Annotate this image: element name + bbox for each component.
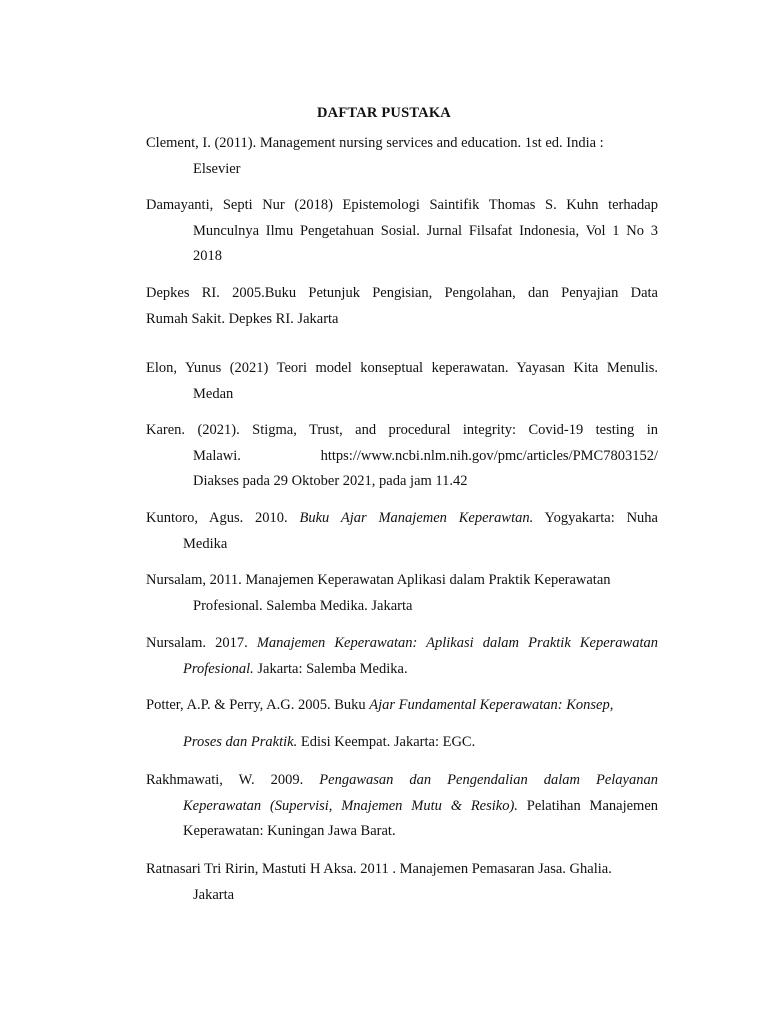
reference-line: Damayanti, Septi Nur (2018) Epistemologi Saintifik Thomas S. Kuhn terhadap [146, 197, 658, 213]
reference-line: Depkes RI. 2005.Buku Petunjuk Pengisian, Pengolahan, dan Penyajian Data [146, 285, 658, 301]
reference-line [146, 693, 658, 719]
reference-entry-nursalam-2017 [146, 631, 658, 682]
reference-line: Clement, I. (2011). Management nursing services and education. 1st ed. India : [146, 135, 604, 151]
reference-text: Malawi. [193, 447, 241, 464]
reference-book-title: Keperawatan (Supervisi, Mnajemen Mutu & Resiko). [183, 797, 518, 814]
reference-line [146, 506, 658, 532]
reference-book-title: Profesional. [183, 660, 254, 677]
reference-line: Jakarta [193, 886, 235, 903]
reference-entry-karen [146, 418, 658, 495]
reference-line [146, 444, 658, 470]
reference-line: Profesional. Salemba Medika. Jakarta [193, 597, 413, 614]
reference-text: Kuntoro, Agus. 2010. [146, 510, 288, 526]
reference-line [146, 631, 658, 657]
reference-line: Elsevier [193, 160, 241, 177]
reference-text: Edisi Keempat. Jakarta: EGC. [300, 733, 476, 750]
reference-text: Potter, A.P. & Perry, A.G. 2005. Buku [146, 697, 366, 713]
reference-entry-rakhmawati [146, 768, 658, 845]
reference-entry-elon [146, 356, 658, 407]
reference-entry-kuntoro [146, 506, 658, 557]
reference-book-title: Buku Ajar Manajemen Keperawtan. [299, 510, 534, 526]
reference-line [146, 794, 658, 820]
reference-line: Keperawatan: Kuningan Jawa Barat. [183, 823, 396, 839]
reference-line: Rumah Sakit. Depkes RI. Jakarta [146, 310, 339, 327]
reference-book-title: Manajemen Keperawatan: Aplikasi dalam Praktik Keperawatan [256, 635, 658, 651]
reference-text: Yogyakarta: Nuha [544, 510, 658, 526]
reference-line: Nursalam, 2011. Manajemen Keperawatan Aplikasi dalam Praktik Keperawatan [146, 572, 611, 588]
reference-entry-depkes [146, 281, 658, 332]
reference-entry-potter [146, 693, 658, 755]
page-title: DAFTAR PUSTAKA [317, 105, 451, 121]
reference-text: Rakhmawati, W. 2009. [146, 772, 304, 788]
reference-line [146, 730, 658, 756]
line-spacing [146, 719, 658, 730]
reference-book-title: Proses dan Praktik. [183, 733, 298, 750]
reference-line: Diakses pada 29 Oktober 2021, pada jam 11.42 [193, 473, 468, 489]
reference-line: 2018 [193, 248, 222, 264]
reference-line: Karen. (2021). Stigma, Trust, and procedural integrity: Covid-19 testing in [146, 422, 658, 438]
reference-line: Elon, Yunus (2021) Teori model konseptual keperawatan. Yayasan Kita Menulis. [146, 360, 658, 376]
reference-text: Jakarta: Salemba Medika. [257, 660, 408, 677]
reference-line [146, 657, 658, 683]
reference-line: Ratnasari Tri Ririn, Mastuti H Aksa. 2011 . Manajemen Pemasaran Jasa. Ghalia. [146, 861, 612, 877]
reference-url: https://www.ncbi.nlm.nih.gov/pmc/articles/PMC7803152/ [320, 447, 658, 464]
reference-line: Medika [183, 535, 228, 552]
reference-text: Pelatihan Manajemen [526, 797, 659, 814]
reference-entry-nursalam-2011 [146, 568, 658, 619]
reference-line: Medan [193, 385, 234, 402]
reference-book-title: Ajar Fundamental Keperawatan: Konsep, [369, 697, 614, 713]
reference-book-title: Pengawasan dan Pengendalian dalam Pelayanan [319, 772, 658, 788]
reference-text: Nursalam. 2017. [146, 635, 248, 651]
reference-line [146, 768, 658, 794]
reference-entry-clement [146, 131, 658, 182]
reference-entry-ratnasari [146, 857, 658, 908]
reference-entry-damayanti [146, 193, 658, 270]
reference-line: Munculnya Ilmu Pengetahuan Sosial. Jurnal Filsafat Indonesia, Vol 1 No 3 [193, 222, 658, 239]
